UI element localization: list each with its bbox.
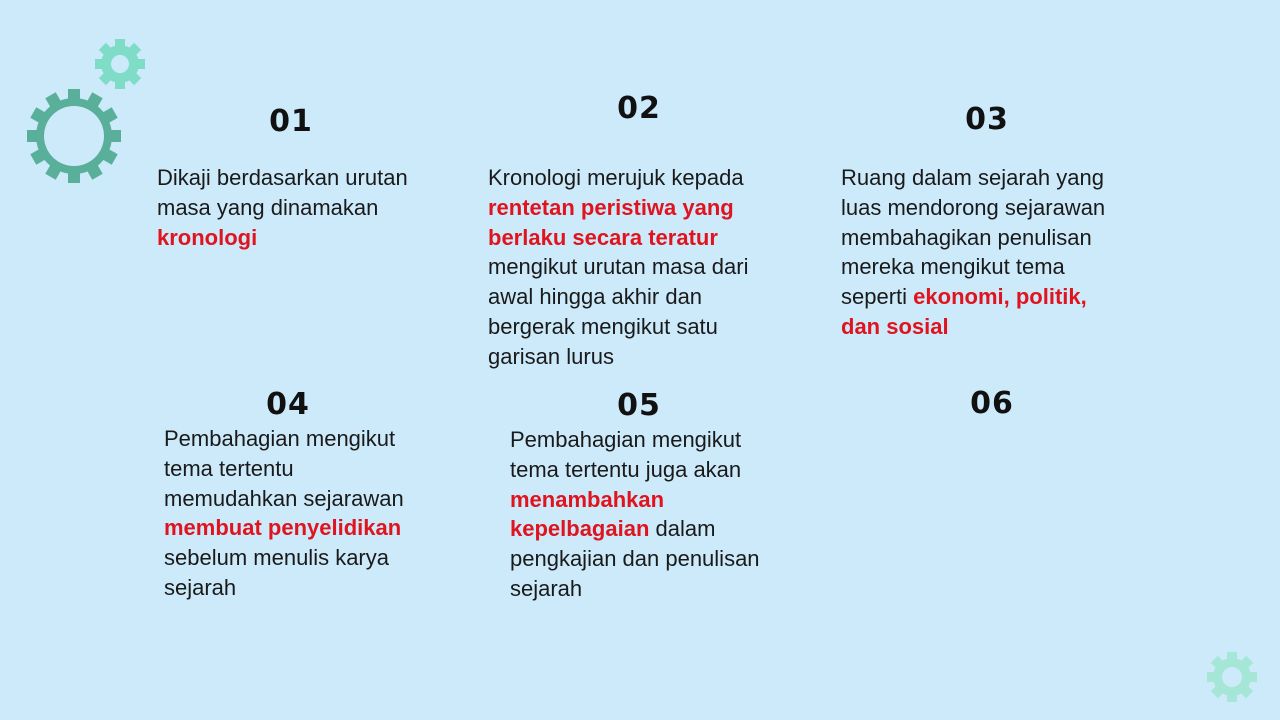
- item-highlight: rentetan peristiwa yang berlaku secara teratur: [488, 194, 734, 250]
- corner-gear-icon: [1206, 651, 1258, 703]
- item-highlight: membuat penyelidikan: [164, 515, 402, 541]
- item-number-06: 06: [970, 386, 1014, 421]
- item-text-after: mengikut urutan masa dari awal hingga akhir dan bergerak mengikut satu garisan lurus: [488, 254, 749, 369]
- small-gear-icon: [94, 38, 146, 90]
- item-text-after: sebelum menulis karya sejarah: [164, 545, 389, 600]
- item-text-01: [157, 163, 447, 252]
- item-highlight: kronologi: [157, 224, 258, 250]
- item-highlight: menambahkan kepelbagaian: [510, 486, 665, 542]
- item-number-05: 05: [617, 388, 661, 423]
- item-number-02: 02: [617, 91, 661, 126]
- item-text-04: [164, 424, 429, 603]
- item-text-before: Dikaji berdasarkan urutan masa yang dinamakan: [157, 165, 408, 220]
- item-text-05: [510, 425, 795, 604]
- item-number-04: 04: [266, 387, 310, 422]
- item-text-after: dalam pengkajian dan penulisan sejarah: [510, 516, 760, 601]
- item-text-before: Ruang dalam sejarah yang luas mendorong sejarawan membahagikan penulisan mereka mengikut tema seperti: [841, 165, 1106, 310]
- item-text-before: Pembahagian mengikut tema tertentu memudahkan sejarawan: [164, 426, 404, 511]
- item-text-before: Kronologi merujuk kepada: [488, 165, 744, 190]
- large-gear-icon: [26, 88, 122, 184]
- item-text-03: [841, 163, 1126, 342]
- item-text-before: Pembahagian mengikut tema tertentu juga akan: [510, 427, 742, 482]
- item-text-02: [488, 163, 788, 372]
- item-number-01: 01: [269, 104, 313, 139]
- item-number-03: 03: [965, 102, 1009, 137]
- item-highlight: ekonomi, politik, dan sosial: [841, 284, 1087, 339]
